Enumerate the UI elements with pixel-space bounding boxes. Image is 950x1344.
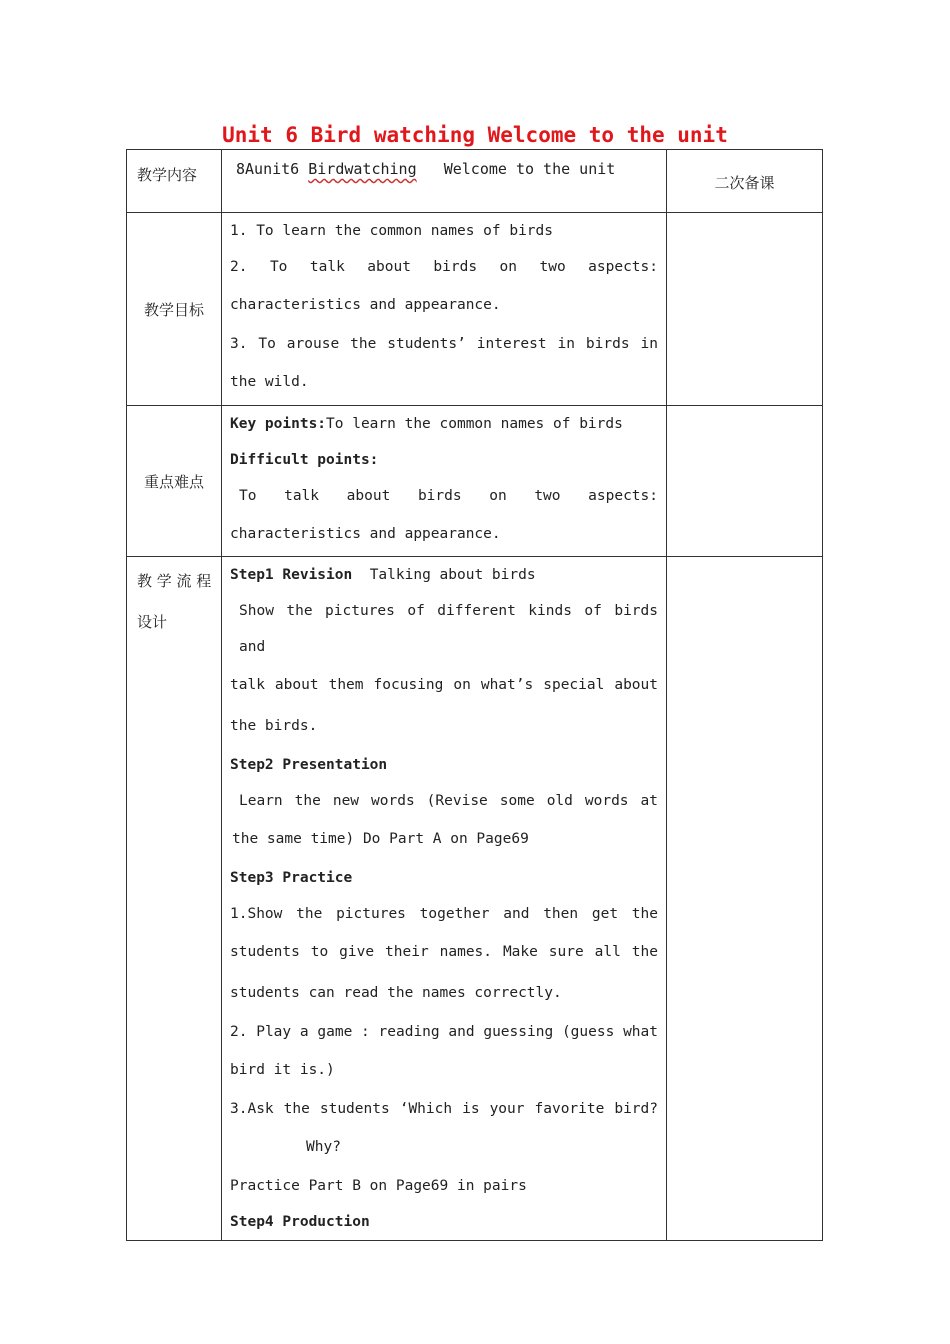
label-process-line1: 教 学 流 程: [137, 572, 212, 590]
side-cell-header: [667, 150, 823, 213]
side-cell: [667, 557, 823, 1241]
difficult-points-label: Difficult points:: [230, 452, 379, 468]
step1-line: talk about them focusing on what’s special about: [230, 677, 658, 693]
step1-line: Show the pictures of different kinds of birds and: [239, 603, 658, 655]
step2-label: Step2 Presentation: [230, 757, 388, 773]
label-objectives: 教学目标: [143, 300, 204, 319]
process-cell: [222, 557, 667, 1241]
unit-underlined: Birdwatching: [308, 160, 417, 178]
step1-label: Step1 Revision: [230, 567, 353, 583]
step2-line: Learn the new words (Revise some old words at: [239, 793, 658, 809]
step2-line: the same time) Do Part A on Page69: [232, 831, 529, 847]
step4-label: Step4 Production: [230, 1214, 370, 1230]
secondary-prep-header: 二次备课: [714, 174, 775, 192]
lesson-plan-table: [126, 149, 823, 1241]
key-points-label: Key points:: [230, 416, 327, 432]
label-process: [127, 557, 221, 643]
label-cell-process: [127, 557, 222, 1241]
step3-line: students can read the names correctly.: [230, 985, 562, 1001]
unit-suffix: Welcome to the unit: [416, 160, 616, 178]
objectives-cell: [222, 213, 667, 406]
side-cell: [667, 406, 823, 557]
step3-line: 1.Show the pictures together and then get the: [230, 906, 658, 922]
content-value-cell: [222, 150, 667, 213]
label-content: 教学内容: [137, 166, 198, 184]
objective-line: the wild.: [230, 374, 309, 390]
unit-prefix: 8Aunit6: [236, 160, 309, 178]
row-keypoints: [127, 406, 823, 557]
key-points-line: [222, 406, 666, 442]
step1-text: Talking about birds: [369, 567, 536, 583]
difficult-line: To talk about birds on two aspects:: [239, 488, 658, 504]
step3-line: 3.Ask the students ‘Which is your favorite bird?: [230, 1101, 658, 1117]
label-cell-content: [127, 150, 222, 213]
label-process-line2: 设计: [137, 613, 168, 631]
unit-name: [222, 150, 666, 178]
difficult-line: characteristics and appearance.: [230, 526, 501, 542]
label-keypoints: 重点难点: [143, 472, 204, 491]
step3-line: Practice Part B on Page69 in pairs: [230, 1178, 527, 1194]
page-title: Unit 6 Bird watching Welcome to the unit: [222, 123, 728, 147]
objective-line: 1. To learn the common names of birds: [230, 223, 554, 239]
label-cell-keypoints: [127, 406, 222, 557]
objective-line: 2. To talk about birds on two aspects:: [230, 259, 658, 275]
step3-line: Why?: [306, 1139, 341, 1155]
step3-line: students to give their names. Make sure all the: [230, 944, 658, 960]
step3-line: bird it is.): [230, 1062, 335, 1078]
objective-line: characteristics and appearance.: [230, 297, 501, 313]
step1-line: the birds.: [230, 718, 318, 734]
step3-label: Step3 Practice: [230, 870, 353, 886]
row-content: [127, 150, 823, 213]
keypoints-cell: [222, 406, 667, 557]
objective-line: 3. To arouse the students’ interest in birds in: [230, 336, 658, 352]
key-points-text: To learn the common names of birds: [326, 416, 623, 432]
row-objectives: [127, 213, 823, 406]
label-cell-objectives: [127, 213, 222, 406]
side-cell: [667, 213, 823, 406]
row-process: [127, 557, 823, 1241]
step1-heading: [222, 557, 666, 593]
step3-line: 2. Play a game : reading and guessing (guess what: [230, 1024, 658, 1040]
